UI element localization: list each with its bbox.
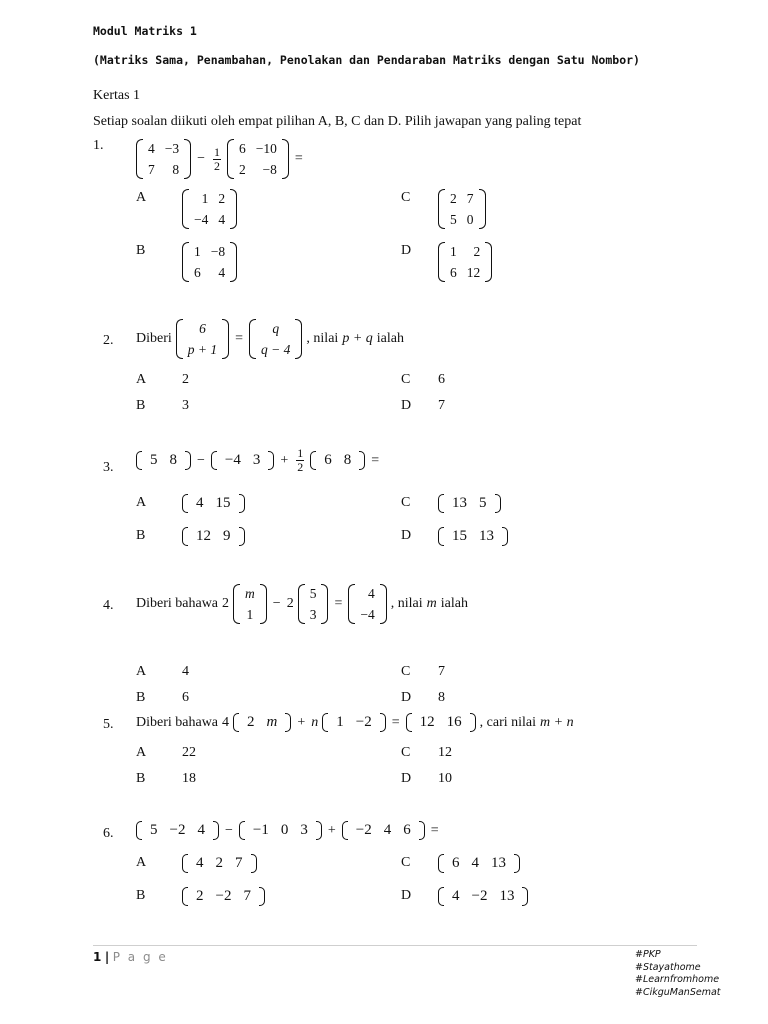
q3-option-d: 15 13 xyxy=(438,528,508,545)
q6-option-d: 4 −2 13 xyxy=(438,888,528,905)
q3-option-c: 13 5 xyxy=(438,495,501,512)
q1-option-a-label: A xyxy=(136,190,147,205)
q2-option-b: 3 xyxy=(182,398,189,413)
q1-number: 1. xyxy=(93,138,104,153)
q6-option-c: 6 4 13 xyxy=(438,855,520,872)
q1-matrix-1: 4 −3 7 8 xyxy=(136,138,191,180)
hashtag: #Stayathome xyxy=(635,961,701,973)
q2-option-c-label: C xyxy=(401,372,411,387)
q3-option-a: 4 15 xyxy=(182,495,245,512)
q1-option-b: 1 −8 6 4 xyxy=(182,241,237,283)
hashtag: #PKP xyxy=(635,949,661,960)
q2-matrix-2: q q − 4 xyxy=(249,318,302,360)
q3-row-1: 5 8 xyxy=(136,452,191,469)
q2-option-a-label: A xyxy=(136,372,147,387)
q6-row-2: −1 0 3 xyxy=(239,822,322,839)
module-subtitle: (Matriks Sama, Penambahan, Penolakan dan Pendaraban Matriks dengan Satu Nombor) xyxy=(93,53,640,67)
q6-row-3: −2 4 6 xyxy=(342,822,425,839)
module-title: Modul Matriks 1 xyxy=(93,24,197,38)
q5-option-a-label: A xyxy=(136,745,147,760)
q3-option-d-label: D xyxy=(401,528,412,543)
q4-option-b-label: B xyxy=(136,690,146,705)
q2-option-a: 2 xyxy=(182,372,189,387)
q3-option-b: 12 9 xyxy=(182,528,245,545)
q6-option-d-label: D xyxy=(401,888,412,903)
q2-option-d: 7 xyxy=(438,398,445,413)
q3-row-2: −4 3 xyxy=(211,452,274,469)
q4-matrix-3: 4 −4 xyxy=(348,583,386,625)
q4-option-c-label: C xyxy=(401,664,411,679)
q3-number: 3. xyxy=(103,460,114,475)
q6-number: 6. xyxy=(103,826,114,841)
q3-option-a-label: A xyxy=(136,495,147,510)
q5-option-b-label: B xyxy=(136,771,146,786)
hashtag: #Learnfromhome xyxy=(635,974,720,985)
q1-option-d-label: D xyxy=(401,243,412,258)
q6-option-b: 2 −2 7 xyxy=(182,888,265,905)
q1-fraction: $\frac{1}{2}$ xyxy=(214,144,221,173)
q6-option-c-label: C xyxy=(401,855,411,870)
q2-matrix-1: 6 p + 1 xyxy=(176,318,229,360)
page-word: P a g e xyxy=(112,950,168,964)
q4-option-a-label: A xyxy=(136,664,147,679)
q2-option-d-label: D xyxy=(401,398,412,413)
q6-option-b-label: B xyxy=(136,888,146,903)
q1-option-d: 1 2 6 12 xyxy=(438,241,492,283)
q3-fraction: $\frac{1}{2}$ xyxy=(297,446,304,474)
q3-expression: 5 8 − −4 3 + $\frac{1}{2}$ 6 8 = xyxy=(136,447,381,474)
q1-option-a: 1 2 −4 4 xyxy=(182,188,237,230)
q5-row-3: 12 16 xyxy=(406,714,476,731)
page-number: 1 xyxy=(93,950,102,964)
q4-option-d-label: D xyxy=(401,690,412,705)
footer-divider xyxy=(93,945,697,946)
q2-option-c: 6 xyxy=(438,372,445,387)
q5-option-a: 22 xyxy=(182,745,196,760)
q1-option-c: 2 7 5 0 xyxy=(438,188,486,230)
paper-label: Kertas 1 xyxy=(93,88,141,103)
q5-option-c-label: C xyxy=(401,745,411,760)
q4-matrix-1: m 1 xyxy=(233,583,267,625)
q4-option-c: 7 xyxy=(438,664,445,679)
q5-expression: Diberi bahawa 4 2 m + n 1 −2 = 12 16 , cari nilai m + n xyxy=(136,714,574,730)
q5-option-d-label: D xyxy=(401,771,412,786)
q3-row-3: 6 8 xyxy=(310,452,365,469)
q5-option-b: 18 xyxy=(182,771,196,786)
q4-option-d: 8 xyxy=(438,690,445,705)
instructions: Setiap soalan diikuti oleh empat pilihan A, B, C dan D. Pilih jawapan yang paling tepat xyxy=(93,114,582,129)
q2-option-b-label: B xyxy=(136,398,146,413)
q2-number: 2. xyxy=(103,333,114,348)
q3-option-c-label: C xyxy=(401,495,411,510)
q4-number: 4. xyxy=(103,598,114,613)
q4-option-b: 6 xyxy=(182,690,189,705)
hashtag: #CikguManSemat xyxy=(635,986,721,998)
q5-option-c: 12 xyxy=(438,745,452,760)
page-separator: | xyxy=(104,950,110,964)
q1-matrix-2: 6 −10 2 −8 xyxy=(227,138,289,180)
q5-number: 5. xyxy=(103,717,114,732)
q5-option-d: 10 xyxy=(438,771,452,786)
q3-option-b-label: B xyxy=(136,528,146,543)
q4-option-a: 4 xyxy=(182,664,189,679)
q2-expression: Diberi 6 p + 1 = q q − 4 , nilai p + q ialah xyxy=(136,318,404,360)
q1-option-b-label: B xyxy=(136,243,146,258)
q6-expression: 5 −2 4 − −1 0 3 + −2 4 6 = xyxy=(136,822,441,839)
q1-option-c-label: C xyxy=(401,190,411,205)
q4-expression: Diberi bahawa 2 m 1 − 2 5 3 = 4 −4 , nilai m ialah xyxy=(136,583,468,625)
q4-matrix-2: 5 3 xyxy=(298,583,329,625)
q5-row-1: 2 m xyxy=(233,714,291,731)
q1-expression: 4 −3 7 8 − $\frac{1}{2}$ 6 −10 2 −8 = xyxy=(136,138,305,180)
q6-option-a: 4 2 7 xyxy=(182,855,257,872)
hashtags xyxy=(635,949,721,999)
q6-row-1: 5 −2 4 xyxy=(136,822,219,839)
page-footer xyxy=(93,950,168,966)
q6-option-a-label: A xyxy=(136,855,147,870)
q5-row-2: 1 −2 xyxy=(322,714,385,731)
